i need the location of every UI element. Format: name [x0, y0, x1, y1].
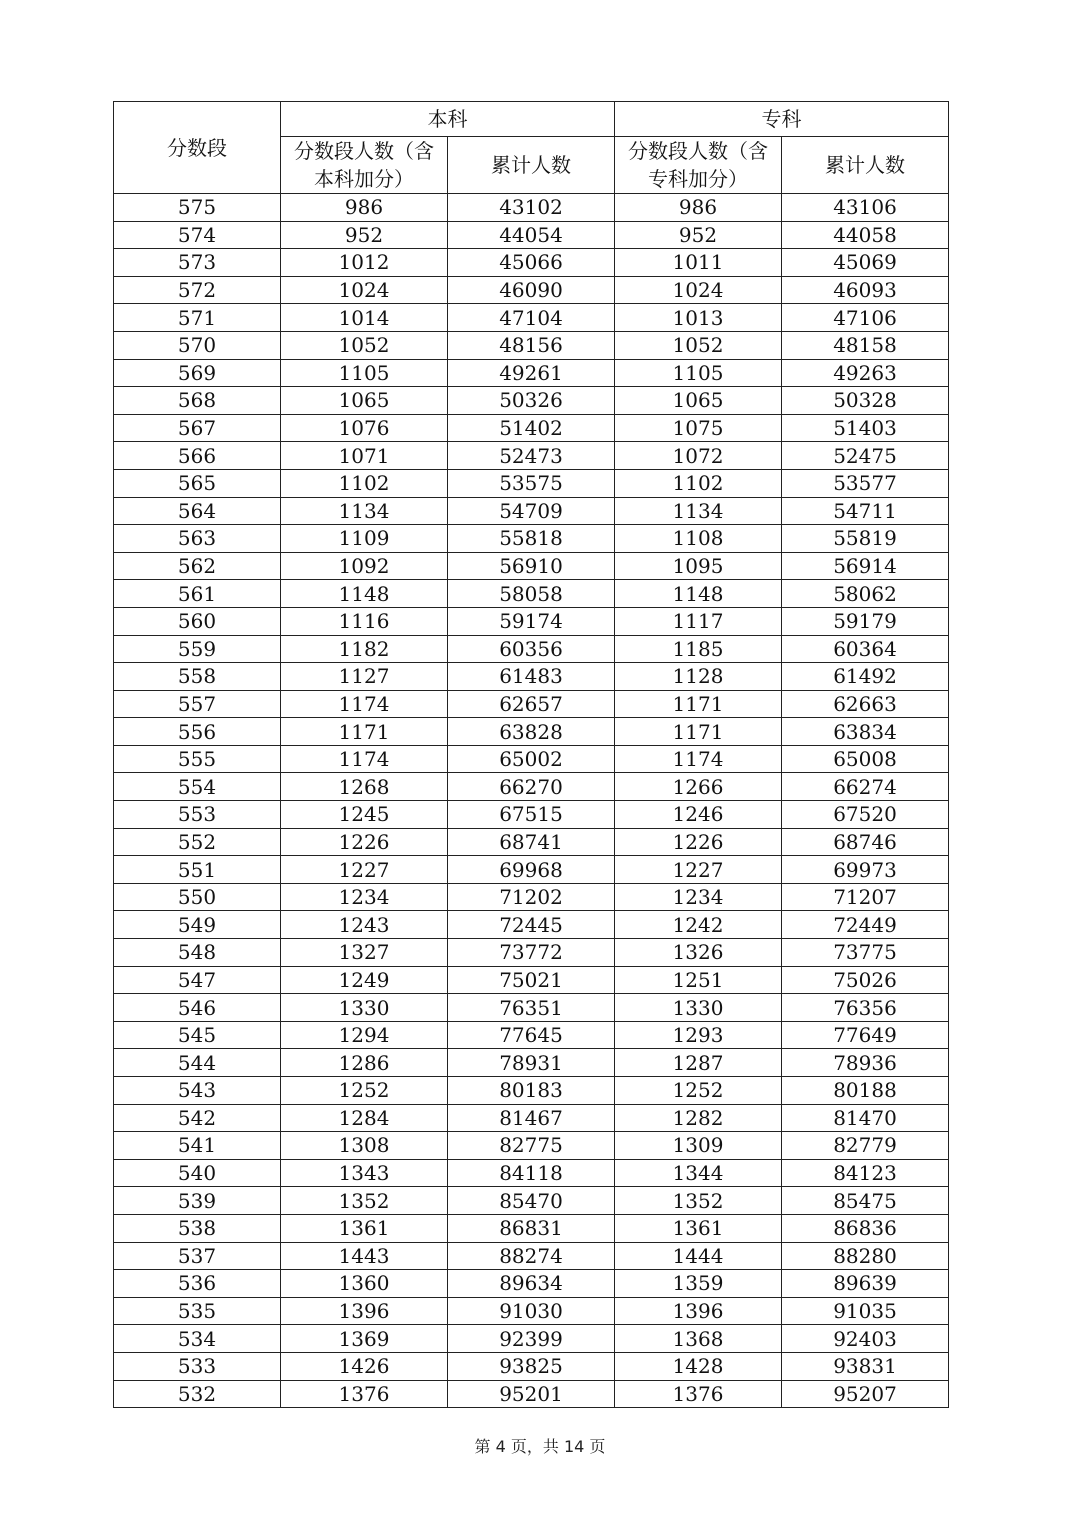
score-cell: 543: [114, 1077, 281, 1105]
zhuanke-count-cell: 1065: [615, 387, 782, 415]
zhuanke-cumulative-cell: 53577: [782, 469, 949, 497]
table-row: [114, 469, 949, 497]
zhuanke-count-cell: 1396: [615, 1297, 782, 1325]
score-cell: 567: [114, 414, 281, 442]
score-cell: 561: [114, 580, 281, 608]
benke-cumulative-cell: 49261: [448, 359, 615, 387]
benke-cumulative-cell: 51402: [448, 414, 615, 442]
benke-cumulative-cell: 84118: [448, 1159, 615, 1187]
table-row: [114, 1270, 949, 1298]
zhuanke-count-cell: 1242: [615, 911, 782, 939]
benke-cumulative-cell: 52473: [448, 442, 615, 470]
table-row: [114, 580, 949, 608]
score-cell: 536: [114, 1270, 281, 1298]
benke-count-cell: 1245: [281, 801, 448, 829]
benke-cumulative-cell: 60356: [448, 635, 615, 663]
zhuanke-count-cell: 1226: [615, 828, 782, 856]
benke-count-header-line1: 分数段人数（含: [294, 139, 434, 163]
zhuanke-cumulative-cell: 92403: [782, 1325, 949, 1353]
table-row: [114, 442, 949, 470]
zhuanke-count-header: [615, 137, 782, 194]
benke-count-cell: 1109: [281, 525, 448, 553]
zhuanke-count-cell: 1072: [615, 442, 782, 470]
zhuanke-cumulative-cell: 95207: [782, 1380, 949, 1408]
zhuanke-count-cell: 1171: [615, 690, 782, 718]
zhuanke-count-cell: 1108: [615, 525, 782, 553]
zhuanke-cumulative-cell: 68746: [782, 828, 949, 856]
benke-cumulative-cell: 76351: [448, 994, 615, 1022]
benke-count-cell: 1243: [281, 911, 448, 939]
table-row: [114, 773, 949, 801]
table-row: [114, 1132, 949, 1160]
zhuanke-count-cell: 1376: [615, 1380, 782, 1408]
zhuanke-count-cell: 1102: [615, 469, 782, 497]
score-cell: 552: [114, 828, 281, 856]
table-row: [114, 1325, 949, 1353]
score-cell: 573: [114, 249, 281, 277]
benke-count-cell: 1024: [281, 276, 448, 304]
benke-count-cell: 1012: [281, 249, 448, 277]
benke-cumulative-cell: 62657: [448, 690, 615, 718]
zhuanke-count-cell: 1185: [615, 635, 782, 663]
zhuanke-cumulative-cell: 89639: [782, 1270, 949, 1298]
zhuanke-cumulative-cell: 56914: [782, 552, 949, 580]
table-row: [114, 911, 949, 939]
benke-count-cell: 1249: [281, 966, 448, 994]
table-row: [114, 690, 949, 718]
benke-cumulative-cell: 92399: [448, 1325, 615, 1353]
zhuanke-count-cell: 1095: [615, 552, 782, 580]
benke-count-cell: 1426: [281, 1352, 448, 1380]
zhuanke-count-cell: 952: [615, 221, 782, 249]
score-cell: 564: [114, 497, 281, 525]
table-row: [114, 1021, 949, 1049]
zhuanke-cumulative-cell: 50328: [782, 387, 949, 415]
benke-count-cell: 1327: [281, 939, 448, 967]
zhuanke-count-cell: 1134: [615, 497, 782, 525]
score-cell: 538: [114, 1214, 281, 1242]
zhuanke-header: 专科: [615, 102, 949, 137]
benke-cumulative-cell: 56910: [448, 552, 615, 580]
zhuanke-count-cell: 1128: [615, 663, 782, 691]
zhuanke-cumulative-cell: 46093: [782, 276, 949, 304]
zhuanke-count-cell: 1344: [615, 1159, 782, 1187]
zhuanke-cumulative-cell: 85475: [782, 1187, 949, 1215]
zhuanke-cumulative-cell: 88280: [782, 1242, 949, 1270]
benke-count-cell: 1065: [281, 387, 448, 415]
zhuanke-cumulative-cell: 72449: [782, 911, 949, 939]
benke-count-cell: 1076: [281, 414, 448, 442]
zhuanke-count-cell: 1266: [615, 773, 782, 801]
table-row: [114, 1187, 949, 1215]
score-cell: 568: [114, 387, 281, 415]
score-cell: 572: [114, 276, 281, 304]
zhuanke-cumulative-cell: 76356: [782, 994, 949, 1022]
zhuanke-cumulative-cell: 80188: [782, 1077, 949, 1105]
table-row: [114, 276, 949, 304]
zhuanke-cumulative-cell: 93831: [782, 1352, 949, 1380]
zhuanke-cumulative-cell: 65008: [782, 745, 949, 773]
score-cell: 545: [114, 1021, 281, 1049]
benke-count-cell: 1182: [281, 635, 448, 663]
benke-cumulative-cell: 93825: [448, 1352, 615, 1380]
zhuanke-count-cell: 1013: [615, 304, 782, 332]
zhuanke-count-cell: 1246: [615, 801, 782, 829]
zhuanke-cumulative-cell: 61492: [782, 663, 949, 691]
table-row: [114, 1297, 949, 1325]
benke-cumulative-cell: 75021: [448, 966, 615, 994]
zhuanke-cumulative-cell: 49263: [782, 359, 949, 387]
benke-cumulative-cell: 44054: [448, 221, 615, 249]
benke-cumulative-cell: 80183: [448, 1077, 615, 1105]
table-row: [114, 883, 949, 911]
benke-cumulative-cell: 91030: [448, 1297, 615, 1325]
score-table: [113, 101, 949, 1408]
table-row: [114, 497, 949, 525]
table-row: [114, 663, 949, 691]
score-cell: 537: [114, 1242, 281, 1270]
score-cell: 541: [114, 1132, 281, 1160]
score-cell: 565: [114, 469, 281, 497]
benke-count-cell: 1174: [281, 690, 448, 718]
benke-count-cell: 1396: [281, 1297, 448, 1325]
benke-cumulative-cell: 48156: [448, 331, 615, 359]
zhuanke-cumulative-cell: 45069: [782, 249, 949, 277]
zhuanke-count-cell: 1352: [615, 1187, 782, 1215]
zhuanke-cumulative-cell: 91035: [782, 1297, 949, 1325]
benke-count-cell: 1171: [281, 718, 448, 746]
table-row: [114, 828, 949, 856]
benke-count-cell: 1252: [281, 1077, 448, 1105]
table-row: [114, 194, 949, 222]
table-row: [114, 525, 949, 553]
score-cell: 574: [114, 221, 281, 249]
zhuanke-count-cell: 1361: [615, 1214, 782, 1242]
table-row: [114, 414, 949, 442]
table-body: [114, 194, 949, 1408]
score-cell: 550: [114, 883, 281, 911]
table-row: [114, 331, 949, 359]
score-cell: 535: [114, 1297, 281, 1325]
score-cell: 566: [114, 442, 281, 470]
benke-count-cell: 1116: [281, 607, 448, 635]
zhuanke-cumulative-cell: 62663: [782, 690, 949, 718]
benke-cumulative-cell: 82775: [448, 1132, 615, 1160]
zhuanke-count-cell: 1174: [615, 745, 782, 773]
benke-cumulative-cell: 78931: [448, 1049, 615, 1077]
benke-count-cell: 1071: [281, 442, 448, 470]
zhuanke-cumulative-cell: 59179: [782, 607, 949, 635]
score-cell: 540: [114, 1159, 281, 1187]
zhuanke-count-cell: 986: [615, 194, 782, 222]
benke-cumulative-cell: 72445: [448, 911, 615, 939]
zhuanke-count-cell: 1075: [615, 414, 782, 442]
score-cell: 559: [114, 635, 281, 663]
benke-count-cell: 1268: [281, 773, 448, 801]
benke-count-cell: 1308: [281, 1132, 448, 1160]
zhuanke-count-cell: 1428: [615, 1352, 782, 1380]
benke-count-cell: 1014: [281, 304, 448, 332]
benke-cumulative-cell: 43102: [448, 194, 615, 222]
zhuanke-cumulative-cell: 66274: [782, 773, 949, 801]
zhuanke-cumulative-cell: 48158: [782, 331, 949, 359]
benke-cumulative-cell: 65002: [448, 745, 615, 773]
zhuanke-count-cell: 1326: [615, 939, 782, 967]
table-row: [114, 1159, 949, 1187]
zhuanke-count-cell: 1309: [615, 1132, 782, 1160]
score-cell: 563: [114, 525, 281, 553]
score-cell: 558: [114, 663, 281, 691]
benke-cumulative-cell: 63828: [448, 718, 615, 746]
zhuanke-count-cell: 1252: [615, 1077, 782, 1105]
table-row: [114, 1380, 949, 1408]
table-row: [114, 994, 949, 1022]
benke-cumulative-cell: 59174: [448, 607, 615, 635]
score-cell: 557: [114, 690, 281, 718]
benke-cumulative-cell: 77645: [448, 1021, 615, 1049]
benke-cumulative-cell: 45066: [448, 249, 615, 277]
table-row: [114, 1077, 949, 1105]
benke-cumulative-cell: 95201: [448, 1380, 615, 1408]
score-cell: 553: [114, 801, 281, 829]
zhuanke-count-cell: 1234: [615, 883, 782, 911]
benke-count-cell: 1134: [281, 497, 448, 525]
score-cell: 556: [114, 718, 281, 746]
benke-count-header: [281, 137, 448, 194]
benke-cumulative-cell: 67515: [448, 801, 615, 829]
zhuanke-count-cell: 1282: [615, 1104, 782, 1132]
zhuanke-cumulative-cell: 51403: [782, 414, 949, 442]
benke-count-cell: 1052: [281, 331, 448, 359]
table-row: [114, 359, 949, 387]
benke-count-cell: 1294: [281, 1021, 448, 1049]
benke-count-cell: 1369: [281, 1325, 448, 1353]
zhuanke-cumulative-cell: 67520: [782, 801, 949, 829]
score-cell: 544: [114, 1049, 281, 1077]
benke-cumulative-cell: 71202: [448, 883, 615, 911]
zhuanke-count-header-line2: 专科加分）: [648, 167, 748, 191]
table-row: [114, 607, 949, 635]
benke-cumulative-cell: 53575: [448, 469, 615, 497]
table-row: [114, 966, 949, 994]
benke-count-cell: 1105: [281, 359, 448, 387]
benke-count-cell: 1330: [281, 994, 448, 1022]
table-row: [114, 635, 949, 663]
score-cell: 546: [114, 994, 281, 1022]
benke-cumulative-cell: 73772: [448, 939, 615, 967]
table-row: [114, 249, 949, 277]
benke-count-header-line2: 本科加分）: [314, 167, 414, 191]
zhuanke-cumulative-cell: 60364: [782, 635, 949, 663]
zhuanke-cumulative-cell: 43106: [782, 194, 949, 222]
zhuanke-count-cell: 1227: [615, 856, 782, 884]
benke-count-cell: 1443: [281, 1242, 448, 1270]
zhuanke-count-cell: 1011: [615, 249, 782, 277]
table-row: [114, 1214, 949, 1242]
zhuanke-cumulative-cell: 71207: [782, 883, 949, 911]
zhuanke-cumulative-cell: 78936: [782, 1049, 949, 1077]
score-cell: 549: [114, 911, 281, 939]
benke-count-cell: 1343: [281, 1159, 448, 1187]
table-row: [114, 939, 949, 967]
zhuanke-cumulative-cell: 52475: [782, 442, 949, 470]
zhuanke-count-cell: 1117: [615, 607, 782, 635]
benke-count-cell: 1361: [281, 1214, 448, 1242]
benke-cumulative-cell: 61483: [448, 663, 615, 691]
table-row: [114, 304, 949, 332]
benke-count-cell: 1284: [281, 1104, 448, 1132]
table-row: [114, 1242, 949, 1270]
benke-cumulative-cell: 68741: [448, 828, 615, 856]
table-row: [114, 552, 949, 580]
benke-cumulative-cell: 66270: [448, 773, 615, 801]
zhuanke-cumulative-cell: 86836: [782, 1214, 949, 1242]
zhuanke-count-cell: 1105: [615, 359, 782, 387]
benke-count-cell: 1227: [281, 856, 448, 884]
zhuanke-cumulative-cell: 63834: [782, 718, 949, 746]
score-cell: 551: [114, 856, 281, 884]
zhuanke-count-cell: 1293: [615, 1021, 782, 1049]
zhuanke-count-cell: 1359: [615, 1270, 782, 1298]
benke-cumulative-cell: 69968: [448, 856, 615, 884]
table-row: [114, 856, 949, 884]
score-cell: 539: [114, 1187, 281, 1215]
benke-count-cell: 1360: [281, 1270, 448, 1298]
zhuanke-count-cell: 1287: [615, 1049, 782, 1077]
benke-count-cell: 1226: [281, 828, 448, 856]
benke-cumulative-cell: 86831: [448, 1214, 615, 1242]
table-header: [114, 102, 949, 194]
benke-count-cell: 1148: [281, 580, 448, 608]
score-cell: 560: [114, 607, 281, 635]
zhuanke-count-cell: 1368: [615, 1325, 782, 1353]
zhuanke-cumulative-cell: 77649: [782, 1021, 949, 1049]
benke-cumulative-header: 累计人数: [448, 137, 615, 194]
score-cell: 571: [114, 304, 281, 332]
table-row: [114, 801, 949, 829]
benke-cumulative-cell: 58058: [448, 580, 615, 608]
table-row: [114, 1352, 949, 1380]
benke-count-cell: 1127: [281, 663, 448, 691]
benke-cumulative-cell: 46090: [448, 276, 615, 304]
table-row: [114, 387, 949, 415]
zhuanke-count-cell: 1251: [615, 966, 782, 994]
benke-count-cell: 1352: [281, 1187, 448, 1215]
benke-cumulative-cell: 85470: [448, 1187, 615, 1215]
zhuanke-cumulative-cell: 44058: [782, 221, 949, 249]
benke-count-cell: 952: [281, 221, 448, 249]
zhuanke-count-header-line1: 分数段人数（含: [628, 139, 768, 163]
zhuanke-cumulative-cell: 82779: [782, 1132, 949, 1160]
benke-count-cell: 1286: [281, 1049, 448, 1077]
page-footer: 第 4 页，共 14 页: [474, 1437, 606, 1456]
benke-header: 本科: [281, 102, 615, 137]
zhuanke-cumulative-cell: 54711: [782, 497, 949, 525]
zhuanke-count-cell: 1330: [615, 994, 782, 1022]
score-cell: 542: [114, 1104, 281, 1132]
benke-count-cell: 1376: [281, 1380, 448, 1408]
benke-cumulative-cell: 47104: [448, 304, 615, 332]
score-cell: 547: [114, 966, 281, 994]
benke-count-cell: 1092: [281, 552, 448, 580]
table-row: [114, 745, 949, 773]
score-cell: 569: [114, 359, 281, 387]
score-cell: 533: [114, 1352, 281, 1380]
zhuanke-cumulative-cell: 69973: [782, 856, 949, 884]
score-cell: 555: [114, 745, 281, 773]
score-band-header: 分数段: [114, 102, 281, 194]
benke-count-cell: 1174: [281, 745, 448, 773]
benke-count-cell: 1234: [281, 883, 448, 911]
benke-count-cell: 1102: [281, 469, 448, 497]
table-row: [114, 1104, 949, 1132]
zhuanke-count-cell: 1052: [615, 331, 782, 359]
benke-cumulative-cell: 55818: [448, 525, 615, 553]
zhuanke-count-cell: 1148: [615, 580, 782, 608]
zhuanke-cumulative-cell: 75026: [782, 966, 949, 994]
benke-cumulative-cell: 54709: [448, 497, 615, 525]
benke-cumulative-cell: 81467: [448, 1104, 615, 1132]
zhuanke-cumulative-cell: 84123: [782, 1159, 949, 1187]
benke-cumulative-cell: 89634: [448, 1270, 615, 1298]
benke-cumulative-cell: 88274: [448, 1242, 615, 1270]
score-cell: 534: [114, 1325, 281, 1353]
table-row: [114, 221, 949, 249]
score-cell: 532: [114, 1380, 281, 1408]
zhuanke-cumulative-cell: 81470: [782, 1104, 949, 1132]
zhuanke-cumulative-header: 累计人数: [782, 137, 949, 194]
score-cell: 562: [114, 552, 281, 580]
zhuanke-cumulative-cell: 47106: [782, 304, 949, 332]
benke-cumulative-cell: 50326: [448, 387, 615, 415]
zhuanke-cumulative-cell: 73775: [782, 939, 949, 967]
score-cell: 575: [114, 194, 281, 222]
score-cell: 554: [114, 773, 281, 801]
table-row: [114, 718, 949, 746]
zhuanke-cumulative-cell: 58062: [782, 580, 949, 608]
zhuanke-count-cell: 1024: [615, 276, 782, 304]
table-row: [114, 1049, 949, 1077]
zhuanke-count-cell: 1171: [615, 718, 782, 746]
zhuanke-cumulative-cell: 55819: [782, 525, 949, 553]
score-cell: 548: [114, 939, 281, 967]
score-cell: 570: [114, 331, 281, 359]
benke-count-cell: 986: [281, 194, 448, 222]
zhuanke-count-cell: 1444: [615, 1242, 782, 1270]
